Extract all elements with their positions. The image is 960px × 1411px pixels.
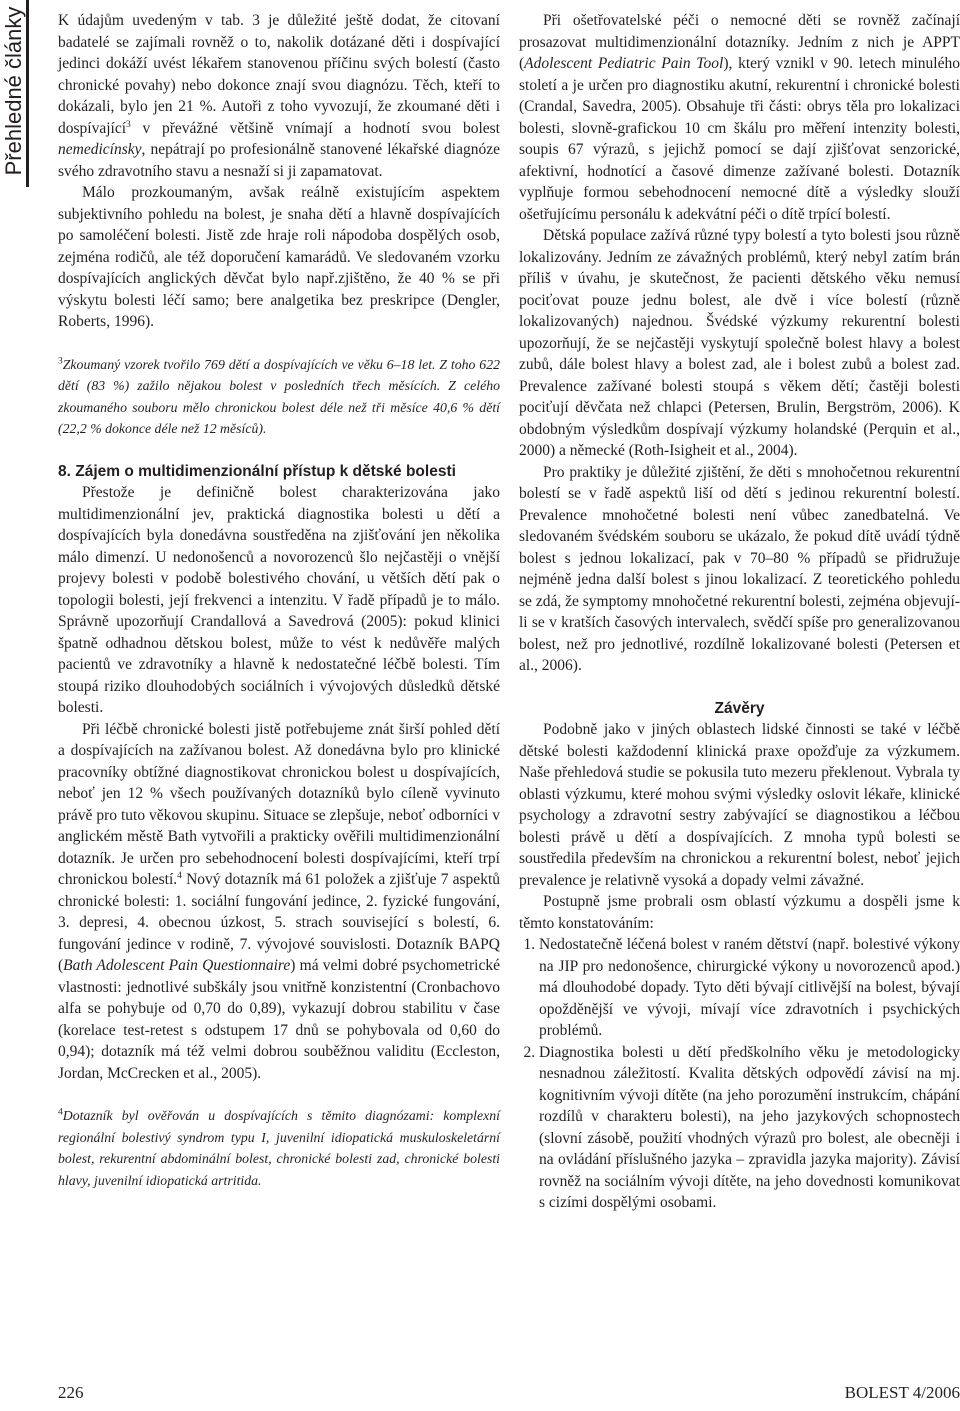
left-column [58, 10, 500, 1191]
footnote-4: $^4$Dotazník byl ověřován u dospívajících s těmito diagnózami: komplexní regionální bolestivý syndrom typu I, juvenilní idiopatická muskuloskeletární bolest, rekurentní abdominální bolest, chronické bolesti zad, chronické bolesti hlavy, juvenilní idiopatická artritida. [58, 1107, 500, 1188]
list-item: 2. Diagnostika bolesti u dětí předškolního věku je metodologicky nesnadnou záležitostí. Kvalita dětských odpovědí závisí na mj. kognitivním vývoji dítěte (na jeho porozumění instrukcím, chápání rozdílů v charakteru bolesti), na jeho jazykových schopnostech (slovní zásobě, použití vhodných výrazů pro bolest, ale obecněji i na ovládání příslušného jazyka – zpravidla jazyka majority). Závisí rovněž na sociálním vývoji dítěte, na jeho dovednosti komunikovat s cizími dospělými osobami. [539, 1042, 960, 1214]
right-column [519, 10, 960, 1214]
conclusions-list [519, 934, 960, 1214]
list-item: 1. Nedostatečně léčená bolest v raném dětství (např. bolestivé výkony na JIP pro nedonošence, chirurgické výkony u novorozenců apod.) má dlouhodobé dopady. Tyto děti bývají citlivější na bolest, bývají opožděnější ve vývoji, mívají více zdravotních i psychických problémů. [539, 934, 960, 1042]
page-number: 226 [58, 1383, 84, 1402]
footnote-ref: 4 [177, 870, 182, 881]
paragraph: Pro praktiky je důležité zjištění, že děti s mnohočetnou rekurentní bolestí se v řadě aspektů liší od dětí s jedinou rekurentní bolestí. Prevalence mnohočetné bolesti není vůbec zanedbatelná. Ve sledovaném švédském souboru se ukázalo, že pokud dítě uvádí týdně bolest s jednou lokalizací, pak v 70–80 % případů se přidružuje nejméně jedna další bolest s jinou lokalizací. Z teoretického pohledu se zdá, že symptomy mnohočetné rekurentní bolesti, zejména objevují-li se v kratších časových intervalech, svědčí spíše pro generalizovanou bolest, než pro jednotlivé, rozdílně lokalizované bolesti (Petersen et al., 2006). [519, 463, 960, 674]
footnote-ref: 3 [126, 119, 131, 130]
footnote-3: $^3$Zkoumaný vzorek tvořilo 769 dětí a dospívajících ve věku 6–18 let. Z toho 622 dětí (83 %) zažilo nějakou bolest v posledních třech měsících. Z celého zkoumaného souboru mělo chronickou bolest déle než tři měsíce 40,6 % dětí (22,2 % dokonce déle než 12 měsíců). [58, 355, 500, 436]
section-tab [0, 0, 30, 187]
section-rule [26, 0, 29, 187]
section-heading-conclusions: Závěry [714, 699, 765, 717]
paragraph: Dětská populace zažívá různé typy bolestí a tyto bolesti jsou různě lokalizovány. Jedním ze závažných problémů, který nebyl zatím brán příliš v úvahu, je skutečnost, že pacienti dětského věku nemusí pociťovat pouze jednu bolest, ale dvě i více bolestí (různě lokalizovaných) najednou. Švédské výzkumy rekurentní bolesti upozorňují, že se nejčastěji vyskytují společně bolest hlavy a bolest zubů, dále bolest hlavy a bolest zad, ale i bolest zubů a bolest zad. Prevalence zažívané bolesti stoupá s věkem dětí; častěji bolesti pociťují děvčata než chlapci (Petersen, Brulin, Bergström, 2006). K obdobným výsledkům dospívají výzkumy holandské (Perquin et al., 2000) a německé (Roth-Isigheit et al., 2004). [519, 227, 960, 459]
paragraph: Postupně jsme probrali osm oblastí výzkumu a dospěli jsme k těmto konstatováním: [519, 893, 960, 932]
section-heading-8: 8. Zájem o multidimenzionální přístup k dětské bolesti [58, 462, 456, 480]
section-label: Přehledné články [1, 6, 26, 176]
paragraph: K údajům uvedeným v tab. 3 je důležité ještě dodat, že citovaní badatelé se zajímali rovněž o to, nakolik dotázané děti i dospívající jedinci dokáží uvést lékařem stanovenou příčinu svých bolestí (často chronické povahy) nebo dokonce znají svou diagnózu. Těch, kteří to dokázali, bylo jen 21 %. Autoři z toho vyvozují, že zkoumané děti i dospívající$^3$ v převážné většině vnímají a hodnotí svou bolest nemedicínsky, nepátrají po profesionálně stanovené lékařské diagnóze svého zdravotního stavu a nesnaží si ji zapamatovat. [58, 12, 500, 180]
paragraph: Málo prozkoumaným, avšak reálně existujícím aspektem subjektivního pohledu na bolest, je snaha dětí a hlavně dospívajících po samoléčení bolesti. Jistě zde hraje roli nápodoba dospělých osob, zejména rodičů, ale též doporučení kamarádů. Ve sledovaném vzorku dospívajících anglických děvčat bylo např.zjištěno, že 40 % se při výskytu bolesti léčí samo; bere analgetika bez preskripce (Dengler, Roberts, 1996). [58, 184, 500, 330]
journal-issue: BOLEST 4/2006 [844, 1383, 960, 1402]
paragraph: Při léčbě chronické bolesti jistě potřebujeme znát širší pohled dětí a dospívajících na zažívanou bolest. Až donedávna bylo pro klinické pracovníky obtížné diagnostikovat chronickou bolest u dospívajících, neboť jen 12 % všech používaných dotazníků bylo cíleně vyvinuto právě pro tuto věkovou skupinu. Situace se zlepšuje, neboť odborníci v anglickém městě Bath vytvořili a prakticky ověřili multidimenzionální dotazník. Je určen pro sebehodnocení bolesti dospívajícími, kteří trpí chronickou bolestí.$^4$ Nový dotazník má 61 položek a zjišťuje 7 aspektů chronické bolesti: 1. sociální fungování jedince, 2. fyzické fungování, 3. depresi, 4. obecnou úzkost, 5. strach související s bolestí, 6. fungování jedince v rodině, 7. vývojové souvislosti. Dotazník BAPQ (Bath Adolescent Pain Questionnaire) má velmi dobré psychometrické vlastnosti: jednotlivé subškály jsou vnitřně konzistentní (Cronbachovo alfa se pohybuje od 0,70 do 0,89), vykazují dobrou stabilitu v čase (korelace test-retest s odstupem 17 dnů se pohybovala od 0,60 do 0,94); dotazník má též velmi dobrou souběžnou validitu (Eccleston, Jordan, McCrecken et al., 2005). [58, 720, 500, 1082]
paragraph: Podobně jako v jiných oblastech lidské činnosti se také v léčbě dětské bolesti každodenní klinická praxe opožďuje za výzkumem. Naše přehledová studie se pokusila tuto mezeru překlenout. Vybrala ty oblasti výzkumu, které mohou svými výsledky oslovit lékaře, klinické psychology a zdravotní sestry zabývající se diagnostikou a léčbou bolesti právě u dětí a dospívajících. Z mnoha typů bolesti se soustředila především na chronickou a rekurentní bolest, neboť jejich prevalence je relativně vysoká a dopady velmi závažné. [519, 721, 960, 889]
paragraph: Při ošetřovatelské péči o nemocné děti se rovněž začínají prosazovat multidimenzionální dotazníky. Jedním z nich je APPT (Adolescent Pediatric Pain Tool), který vznikl v 90. letech minulého století a je určen pro diagnostiku akutní, rekurentní i chronické bolesti (Crandal, Savedra, 2005). Obsahuje tři části: obrys těla pro lokalizaci bolesti, slovně-grafickou 10 cm škálu pro měření intenzity bolesti, soupis 67 výrazů, s jejichž pomocí se dají zjišťovat senzorické, afektivní, hodnotící a časové dimenze zažívané bolesti. Dotazník vyplňuje formou sebehodnocení nemocné dítě a výsledky slouží ošetřujícímu personálu k adekvátní péči o dítě trpící bolestí. [519, 12, 960, 223]
paragraph: Přestože je definičně bolest charakterizována jako multidimenzionální jev, praktická diagnostika bolesti u dětí a dospívajících byla donedávna soustředěna na zjišťování jen několika málo dimenzí. U nedonošenců a novorozenců šlo nejčastěji o vnější projevy bolesti v podobě bolestivého chování, u větších dětí pak o topologii bolesti, její frekvenci a intenzitu. V řadě případů je to málo. Správně upozorňují Crandallová a Savedrová (2005): pokud klinici špatně odhadnou dětskou bolest, může to vést k nedůvěře malých pacientů ve zdravotníky a hlavně k nedostatečné léčbě bolesti. Tím stoupá riziko dlouhodobých sociálních i vývojových důsledků dětské bolesti. [58, 484, 500, 716]
